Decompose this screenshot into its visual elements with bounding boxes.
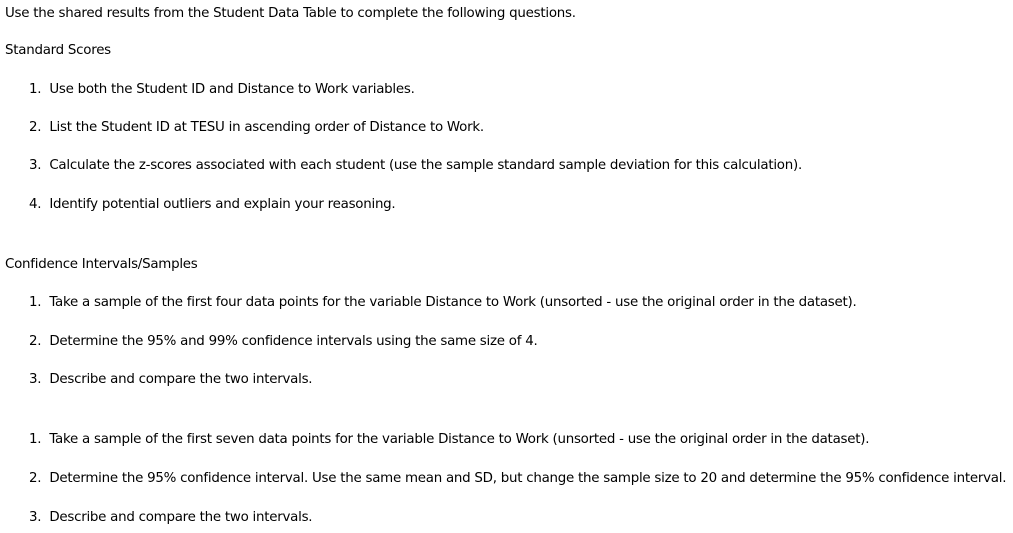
list-item-text: Identify potential outliers and explain your reasoning. — [49, 197, 396, 212]
section-heading-standard-scores: Standard Scores — [5, 43, 111, 58]
list-item-number: 1. — [29, 432, 46, 447]
list-item-number: 3. — [29, 372, 46, 387]
section-heading-confidence-intervals: Confidence Intervals/Samples — [5, 257, 198, 272]
list-item-number: 2. — [29, 334, 46, 349]
list-item-number: 2. — [29, 120, 46, 135]
list-item — [29, 197, 395, 213]
list-item-text: Determine the 95% and 99% confidence intervals using the same size of 4. — [49, 334, 538, 349]
list-item-text: Take a sample of the first four data points for the variable Distance to Work (unsorted - use the original order in the dataset). — [49, 295, 857, 310]
list-item — [29, 295, 857, 311]
list-item-number: 3. — [29, 158, 46, 173]
list-item — [29, 471, 1006, 487]
list-item — [29, 432, 869, 448]
list-item — [29, 334, 537, 350]
list-item — [29, 158, 802, 174]
list-item-text: List the Student ID at TESU in ascending order of Distance to Work. — [49, 120, 484, 135]
intro-text: Use the shared results from the Student Data Table to complete the following questions. — [5, 6, 576, 21]
list-item-number: 4. — [29, 197, 46, 212]
list-item-text: Use both the Student ID and Distance to Work variables. — [49, 82, 415, 97]
list-item — [29, 372, 312, 388]
list-item-number: 2. — [29, 471, 46, 486]
list-item-text: Calculate the z-scores associated with each student (use the sample standard sample deviation for this calculation). — [49, 158, 802, 173]
list-item-number: 1. — [29, 82, 46, 97]
list-item-text: Describe and compare the two intervals. — [49, 510, 313, 525]
list-item-text: Determine the 95% confidence interval. Use the same mean and SD, but change the sample size to 20 and determine the 95% confidence interval. — [49, 471, 1007, 486]
list-item-text: Describe and compare the two intervals. — [49, 372, 313, 387]
list-item — [29, 120, 484, 136]
list-item-number: 1. — [29, 295, 46, 310]
list-item-text: Take a sample of the first seven data points for the variable Distance to Work (unsorted - use the original order in the dataset). — [49, 432, 870, 447]
list-item — [29, 82, 415, 98]
list-item — [29, 510, 312, 526]
list-item-number: 3. — [29, 510, 46, 525]
